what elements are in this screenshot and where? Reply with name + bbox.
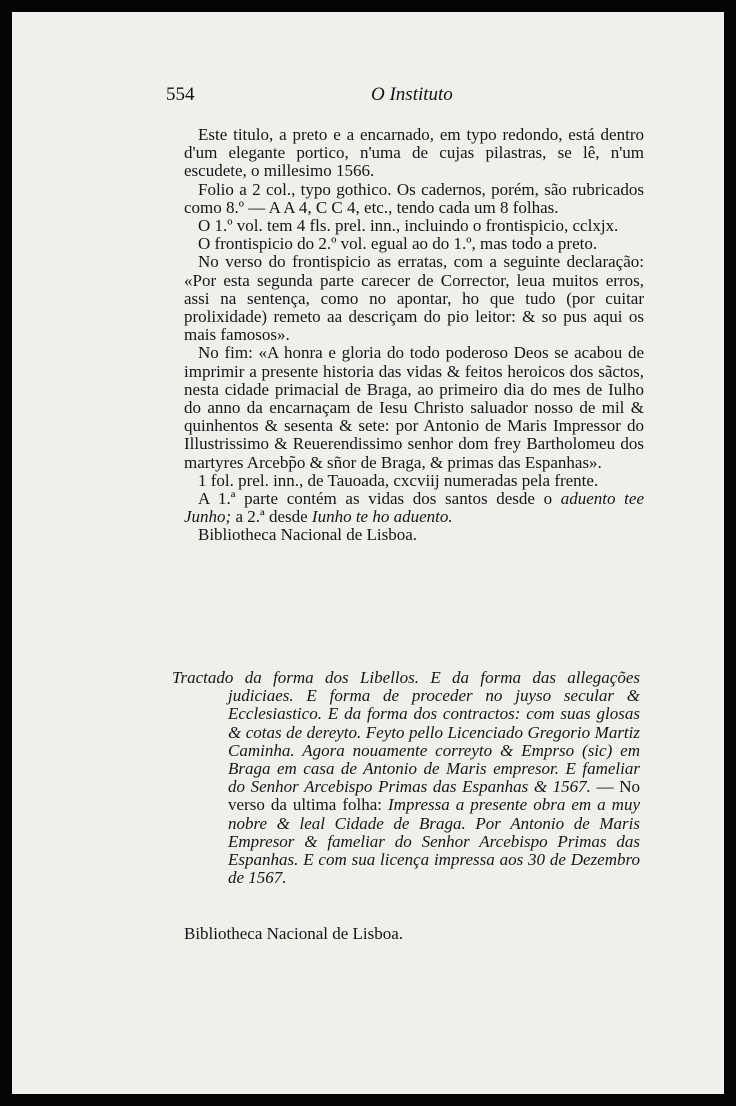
library-reference-2: Bibliotheca Nacional de Lisboa. <box>184 924 404 943</box>
body-text <box>184 126 644 545</box>
entry-note: — No verso da ultima folha: <box>228 777 640 815</box>
bibliographic-entry <box>172 669 640 887</box>
paragraph-preliminary-leaves: 1 fol. prel. inn., de Tauoada, cxcviij numeradas pela frente. <box>198 470 599 490</box>
paragraph-errata: No verso do frontispicio as erratas, com a seguinte declaração: «Por esta segunda parte carecer de Corrector, leua muitos erros, assi na sentença, como no apontar, ho que tudo (por cuitar prolixidade) remeto aa descriçam do pio leitor: & so pus aqui os mais famosos». <box>184 252 644 345</box>
paragraph-title-description: Este titulo, a preto e a encarnado, em typo redondo, está dentro d'um elegante portico, n'uma de cujas pilastras, se lê, n'um escudete, o millesimo 1566. <box>184 125 644 181</box>
parts-italic-1: aduento tee Junho; <box>184 489 644 527</box>
paragraph-parts <box>184 490 644 526</box>
paragraph-volume-2: O frontispicio do 2.º vol. egual ao do 1.º, mas todo a preto. <box>198 234 598 254</box>
paragraph-format: Folio a 2 col., typo gothico. Os cadernos, porém, são rubricados como 8.º — A A 4, C C 4, etc., tendo cada um 8 folhas. <box>184 179 644 217</box>
parts-middle: a 2.ª desde <box>231 507 312 527</box>
entry-title: Tractado da forma dos Libellos. E da forma das allegações judiciaes. E forma de proceder no juyso secular & Ecclesiastico. E da forma dos contractos: com suas glosas & cotas de dereyto. Feyto pello Licenciado Gregorio Martiz Caminha. Agora nouamente correyto & Emprso (sic) em Braga em casa de Antonio de Maris empresor. E fameliar do Senhor Arcebispo Primas das Espanhas & 1567. <box>172 668 640 797</box>
page-number: 554 <box>166 84 195 105</box>
running-title: O Instituto <box>371 84 453 105</box>
entry-colophon: Impressa a presente obra em a muy nobre & leal Cidade de Braga. Por Antonio de Maris Empresor & fameliar do Senhor Arcebispo Primas das Espanhas. E com sua licença impressa aos 30 de Dezembro de 1567. <box>228 795 641 888</box>
library-reference-1: Bibliotheca Nacional de Lisboa. <box>198 525 418 545</box>
entry-text <box>172 669 640 887</box>
parts-lead: A 1.ª parte contém as vidas dos santos desde o <box>198 489 561 509</box>
paragraph-volume-1: O 1.º vol. tem 4 fls. prel. inn., incluindo o frontispicio, cclxjx. <box>198 216 619 236</box>
book-page <box>12 12 724 1094</box>
parts-italic-2: Iunho te ho aduento. <box>311 507 453 527</box>
paragraph-colophon: No fim: «A honra e gloria do todo poderoso Deos se acabou de imprimir a presente historia das vidas & feitos heroicos dos sãctos, nesta cidade primacial de Braga, ao primeiro dia do mes de Iulho do anno da encarnaçam de Iesu Christo saluador nosso de mil & quinhentos & sesenta & sete: por Antonio de Maris Impressor do Illustrissimo & Reuerendissimo senhor dom frey Bartholomeu dos martyres Arcebp̃o & sñor de Braga, & primas das Espanhas». <box>184 343 644 472</box>
